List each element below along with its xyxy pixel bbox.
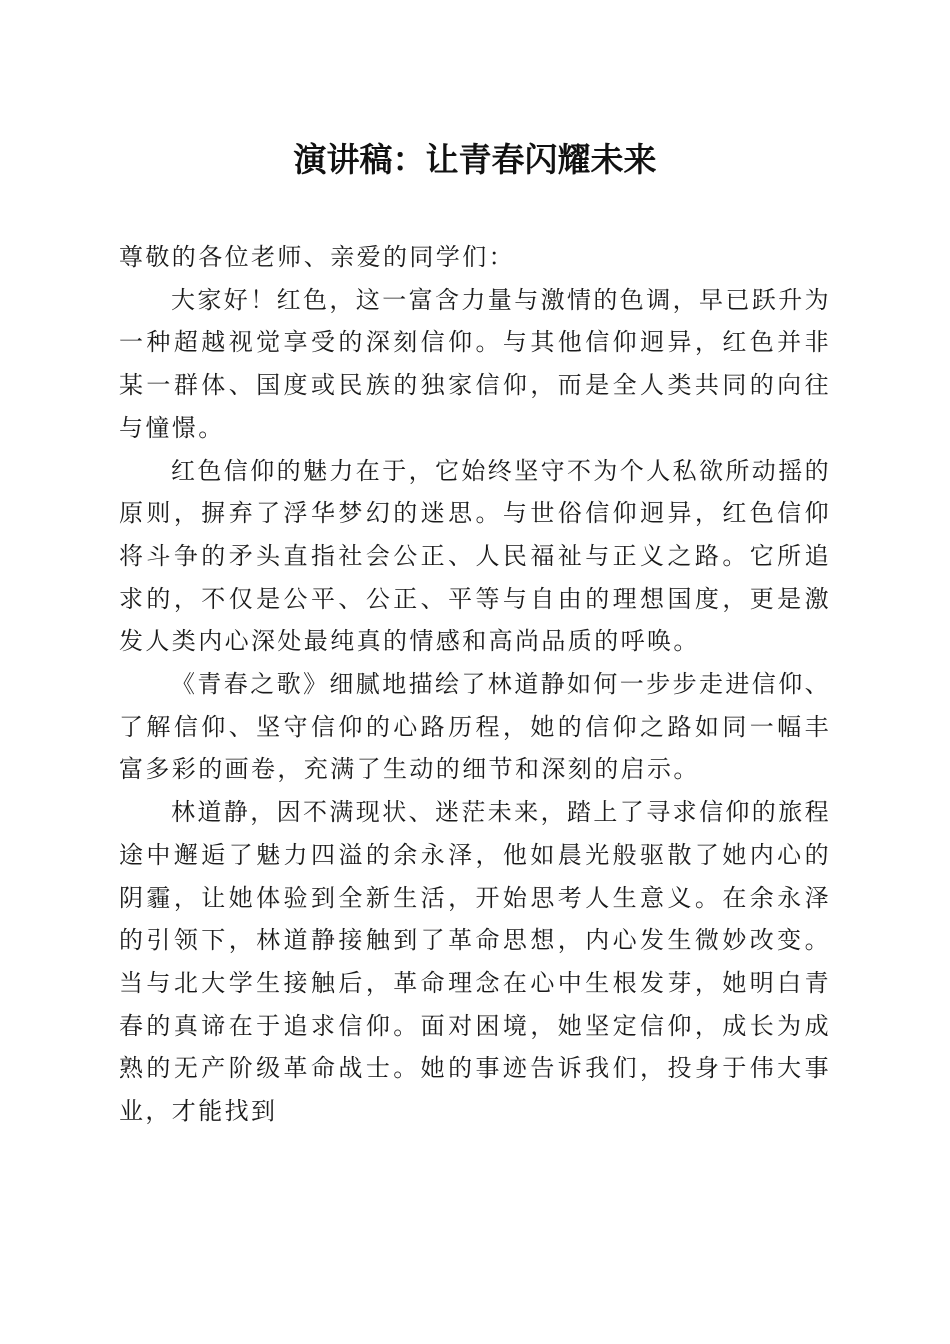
paragraph-song-of-youth: 《青春之歌》细腻地描绘了林道静如何一步步走进信仰、了解信仰、坚守信仰的心路历程，她的信仰之路如同一幅丰富多彩的画卷，充满了生动的细节和深刻的启示。 (119, 670, 831, 784)
page-title: 演讲稿：让青春闪耀未来 (293, 140, 657, 179)
paragraph-red-faith: 红色信仰的魅力在于，它始终坚守不为个人私欲所动摇的原则，摒弃了浮华梦幻的迷思。与世俗信仰迥异，红色信仰将斗争的矛头直指社会公正、人民福祉与正义之路。它所追求的，不仅是公平、公正、平等与自由的理想国度，更是激发人类内心深处最纯真的情感和高尚品质的呼唤。 (119, 456, 831, 656)
salutation: 尊敬的各位老师、亲爱的同学们： (119, 243, 515, 271)
document-body (119, 236, 831, 1133)
paragraph-lin-daojing: 林道静，因不满现状、迷茫未来，踏上了寻求信仰的旅程途中邂逅了魅力四溢的余永泽，他如晨光般驱散了她内心的阴霾，让她体验到全新生活，开始思考人生意义。在余永泽的引领下，林道静接触到了革命思想，内心发生微妙改变。当与北大学生接触后，革命理念在心中生根发芽，她明白青春的真谛在于追求信仰。面对困境，她坚定信仰，成长为成熟的无产阶级革命战士。她的事迹告诉我们，投身于伟大事业，才能找到 (119, 798, 831, 1126)
paragraph-greeting: 大家好！红色，这一富含力量与激情的色调，早已跃升为一种超越视觉享受的深刻信仰。与其他信仰迥异，红色并非某一群体、国度或民族的独家信仰，而是全人类共同的向往与憧憬。 (119, 285, 831, 442)
